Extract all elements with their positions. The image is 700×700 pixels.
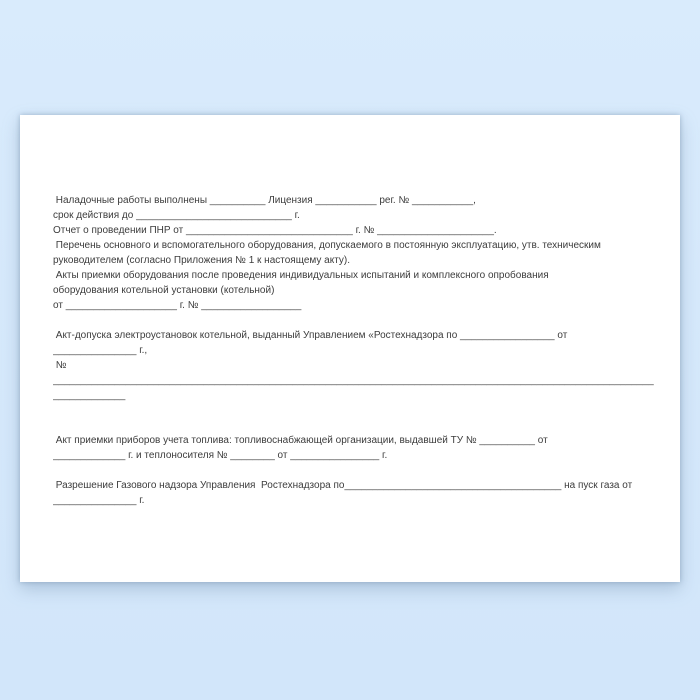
document-line: №	[53, 360, 67, 371]
document-fill-in-line: _____________	[53, 390, 126, 401]
document-fill-in-line: ____________________________________________________________________________________________________________	[53, 375, 654, 386]
document-blank-line	[53, 403, 656, 418]
document-blank-line	[53, 418, 656, 433]
document-line: Наладочные работы выполнены __________ Лицензия ___________ рег. № ___________,	[53, 195, 476, 206]
document-line: Акты приемки оборудования после проведения индивидуальных испытаний и комплексного опробования	[53, 270, 549, 281]
document-line: Акт приемки приборов учета топлива: топливоснабжающей организации, выдавшей ТУ № __________ от	[53, 435, 548, 446]
document-line: Перечень основного и вспомогательного оборудования, допускаемого в постоянную эксплуатацию, утв. техническим	[53, 240, 601, 251]
document-line: от ____________________ г. № __________________	[53, 300, 302, 311]
document-sheet	[20, 115, 680, 582]
document-blank-line	[53, 313, 656, 328]
document-blank-line	[53, 463, 656, 478]
document-line: Акт-допуска электроустановок котельной, выданный Управлением «Ростехнадзора по _________________ от	[53, 330, 568, 341]
document-line: _______________ г.	[53, 495, 145, 506]
document-line: оборудования котельной установки (котельной)	[53, 285, 275, 296]
document-line: срок действия до ____________________________ г.	[53, 210, 300, 221]
document-line: _______________ г.,	[53, 345, 148, 356]
document-line: Разрешение Газового надзора Управления Ростехнадзора по_______________________________________ на пуск газа от	[53, 480, 633, 491]
document-line: _____________ г. и теплоносителя № ________ от ________________ г.	[53, 450, 388, 461]
document-line: Отчет о проведении ПНР от ______________________________ г. № _____________________.	[53, 225, 497, 236]
document-line: руководителем (согласно Приложения № 1 к настоящему акту).	[53, 255, 351, 266]
